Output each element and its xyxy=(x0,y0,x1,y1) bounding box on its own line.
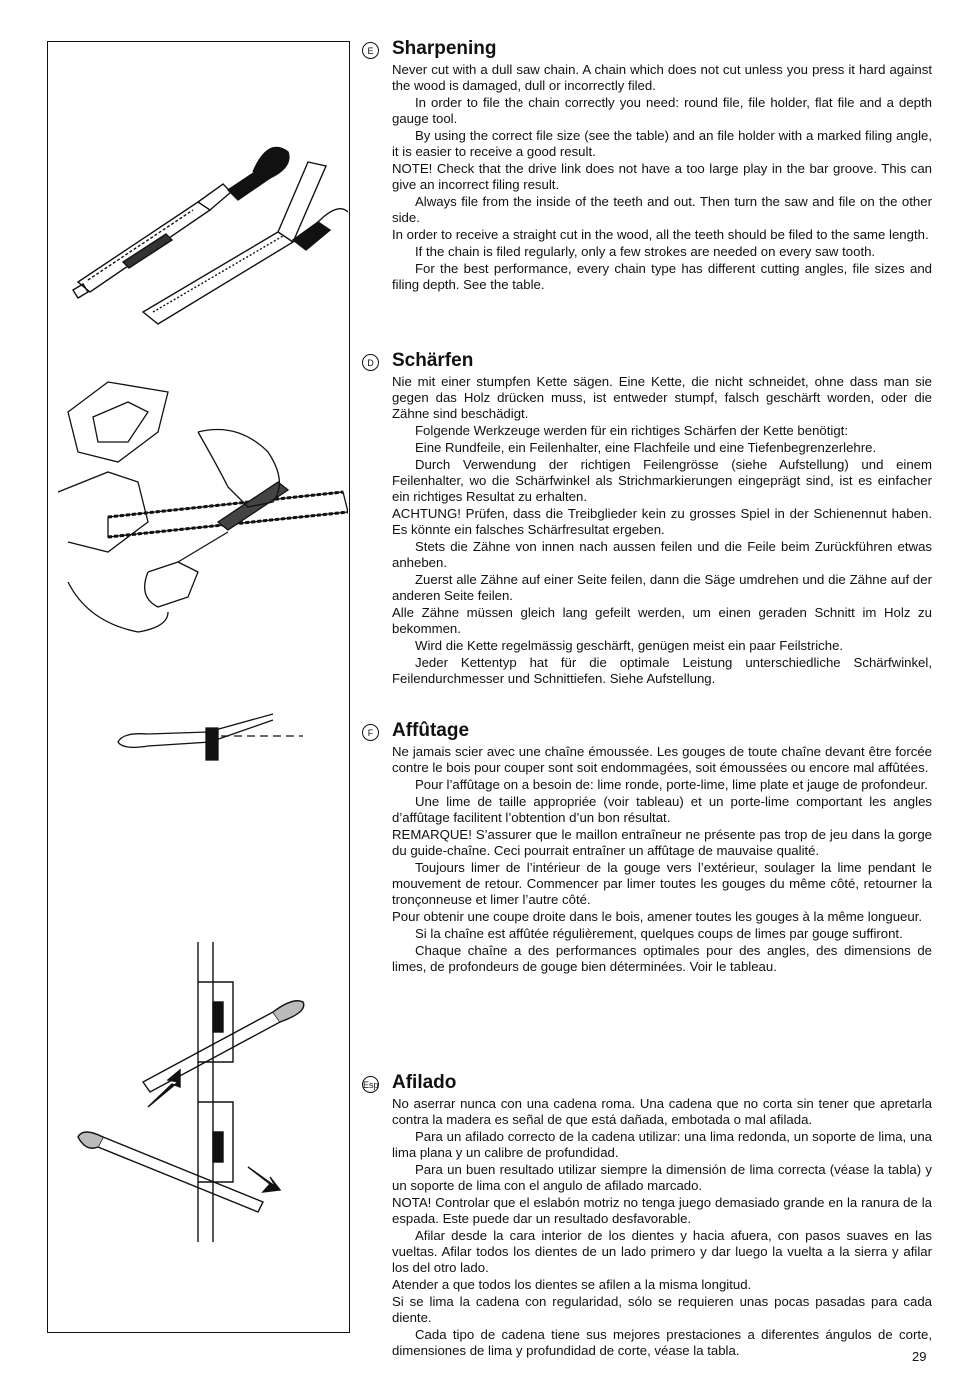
filing-direction-illustration xyxy=(48,942,348,1252)
language-badge: F xyxy=(362,724,379,741)
section-english xyxy=(362,36,932,294)
paragraph: In order to receive a straight cut in the wood, all the teeth should be filed to the same length. xyxy=(392,227,929,242)
paragraph: Jeder Kettentyp hat für die optimale Leistung unterschiedliche Schärfwinkel, Feilendurchmesser und Schnittiefen. Siehe Aufstellung. xyxy=(392,655,932,686)
file-tools-illustration xyxy=(48,112,348,342)
paragraph: Never cut with a dull saw chain. A chain which does not cut unless you press it hard against the wood is damaged, dull or incorrectly filed. xyxy=(392,62,932,93)
paragraph: Folgende Werkzeuge werden für ein richtiges Schärfen der Kette benötigt: xyxy=(415,423,848,438)
paragraph: Stets die Zähne von innen nach aussen feilen und die Feile beim Zurückführen etwas anheben. xyxy=(392,539,932,570)
paragraph: Nie mit einer stumpfen Kette sägen. Eine Kette, die nicht schneidet, ohne dass man sie gegen das Holz drücken muss, ist entweder stumpf, falsch geschärft worden, oder die Zähne sind beschädigt. xyxy=(392,374,932,421)
paragraph: Ne jamais scier avec une chaîne émoussée. Les gouges de toute chaîne devant être forcée contre le bois pour couper sont soit endommagées, soit émoussées ou encore mal affûtées. xyxy=(392,744,932,775)
language-badge: Esp xyxy=(362,1076,379,1093)
paragraph: Always file from the inside of the teeth and out. Then turn the saw and file on the other side. xyxy=(392,194,932,225)
section-title: Schärfen xyxy=(392,350,474,371)
language-badge: E xyxy=(362,42,379,59)
paragraph: For the best performance, every chain type has different cutting angles, file sizes and filing depth. See the table. xyxy=(392,261,932,292)
paragraph: REMARQUE! S’assurer que le maillon entraîneur ne présente pas trop de jeu dans la gorge du guide-chaîne. Ceci pourrait entraîner un affûtage de mauvaise qualité. xyxy=(392,827,932,858)
paragraph: No aserrar nunca con una cadena roma. Una cadena que no corta sin tener que apretarla contra la madera es señal de que está dañada, embotada o mal afilada. xyxy=(392,1096,932,1127)
paragraph: Une lime de taille appropriée (voir tableau) et un porte-lime comportant les angles d’affûtage facilitent l’obtention d’un bon résultat. xyxy=(392,794,932,825)
paragraph: NOTA! Controlar que el eslabón motriz no tenga juego demasiado grande en la ranura de la espada. Este puede dar un resultado desfavorable. xyxy=(392,1195,932,1226)
paragraph: If the chain is filed regularly, only a few strokes are needed on every saw tooth. xyxy=(415,244,876,259)
paragraph: Cada tipo de cadena tiene sus mejores prestaciones a diferentes ángulos de corte, dimensiones de lima y profundidad de corte, véase la tabla. xyxy=(392,1327,932,1358)
section-heading xyxy=(362,1070,932,1096)
paragraph: Afilar desde la cara interior de los dientes y hacia afuera, con pasos suaves en las vueltas. Afilar todos los dientes de un lado primero y dar luego la vuelta a la sierra y afilar los del otro lado. xyxy=(392,1228,932,1275)
section-spanish xyxy=(362,1070,932,1360)
paragraph: Para un buen resultado utilizar siempre la dimensión de lima correcta (véase la tabla) y un soporte de lima con el angulo de afilado marcado. xyxy=(392,1162,932,1193)
paragraph: Zuerst alle Zähne auf einer Seite feilen, dann die Säge umdrehen und die Zähne auf der anderen Seite feilen. xyxy=(392,572,932,603)
paragraph: Si la chaîne est affûtée régulièrement, quelques coups de limes par gouge suffiront. xyxy=(415,926,903,941)
section-title: Sharpening xyxy=(392,38,497,59)
illustration-panel xyxy=(47,41,350,1333)
paragraph: By using the correct file size (see the table) and an file holder with a marked filing angle, it is easier to receive a good result. xyxy=(392,128,932,159)
section-german xyxy=(362,348,932,688)
paragraph: Pour obtenir une coupe droite dans le bois, amener toutes les gouges à la même longueur. xyxy=(392,909,923,924)
paragraph: Durch Verwendung der richtigen Feilengrösse (siehe Aufstellung) und einem Feilenhalter, wo die Schärfwinkel als Strichmarkierungen eingeprägt sind, ist es einfacher ein richtiges Resultat zu erhalten. xyxy=(392,457,932,504)
paragraph: Si se lima la cadena con regularidad, sólo se requieren unas pocas pasadas para cada diente. xyxy=(392,1294,932,1325)
section-title: Afilado xyxy=(392,1072,457,1093)
paragraph: Para un afilado correcto de la cadena utilizar: una lima redonda, un soporte de lima, una lima plana y un calibre de profundidad. xyxy=(392,1129,932,1160)
language-badge: D xyxy=(362,354,379,371)
section-title: Affûtage xyxy=(392,720,470,741)
filing-chain-illustration xyxy=(48,372,348,642)
section-french xyxy=(362,718,932,976)
paragraph: Toujours limer de l’intérieur de la gouge vers l’extérieur, soulager la lime pendant le mouvement de retour. Commencer par limer toutes les gouges du même côté, retourner la tronçonneuse et limer l’autre côté. xyxy=(392,860,932,907)
paragraph: Wird die Kette regelmässig geschärft, genügen meist ein paar Feilstriche. xyxy=(415,638,844,653)
section-heading xyxy=(362,348,932,374)
page-number: 29 xyxy=(912,1349,927,1364)
paragraph: Eine Rundfeile, ein Feilenhalter, eine Flachfeile und eine Tiefenbegrenzerlehre. xyxy=(415,440,877,455)
paragraph: Alle Zähne müssen gleich lang gefeilt werden, um einen geraden Schnitt im Holz zu bekommen. xyxy=(392,605,932,636)
section-heading xyxy=(362,36,932,62)
paragraph: Chaque chaîne a des performances optimales pour des angles, des dimensions de limes, de profondeurs de gouge bien déterminées. Voir le tableau. xyxy=(392,943,932,974)
paragraph: Pour l’affûtage on a besoin de: lime ronde, porte-lime, lime plate et jauge de profondeur. xyxy=(415,777,928,792)
paragraph: Atender a que todos los dientes se afilen a la misma longitud. xyxy=(392,1277,752,1292)
file-angle-illustration xyxy=(48,702,348,772)
section-heading xyxy=(362,718,932,744)
paragraph: NOTE! Check that the drive link does not have a too large play in the bar groove. This can give an incorrect filing result. xyxy=(392,161,932,192)
paragraph: ACHTUNG! Prüfen, dass die Treibglieder kein zu grosses Spiel in der Schienennut haben. Es könnte ein falsches Schärfresultat ergeben. xyxy=(392,506,932,537)
paragraph: In order to file the chain correctly you need: round file, file holder, flat file and a depth gauge tool. xyxy=(392,95,932,126)
